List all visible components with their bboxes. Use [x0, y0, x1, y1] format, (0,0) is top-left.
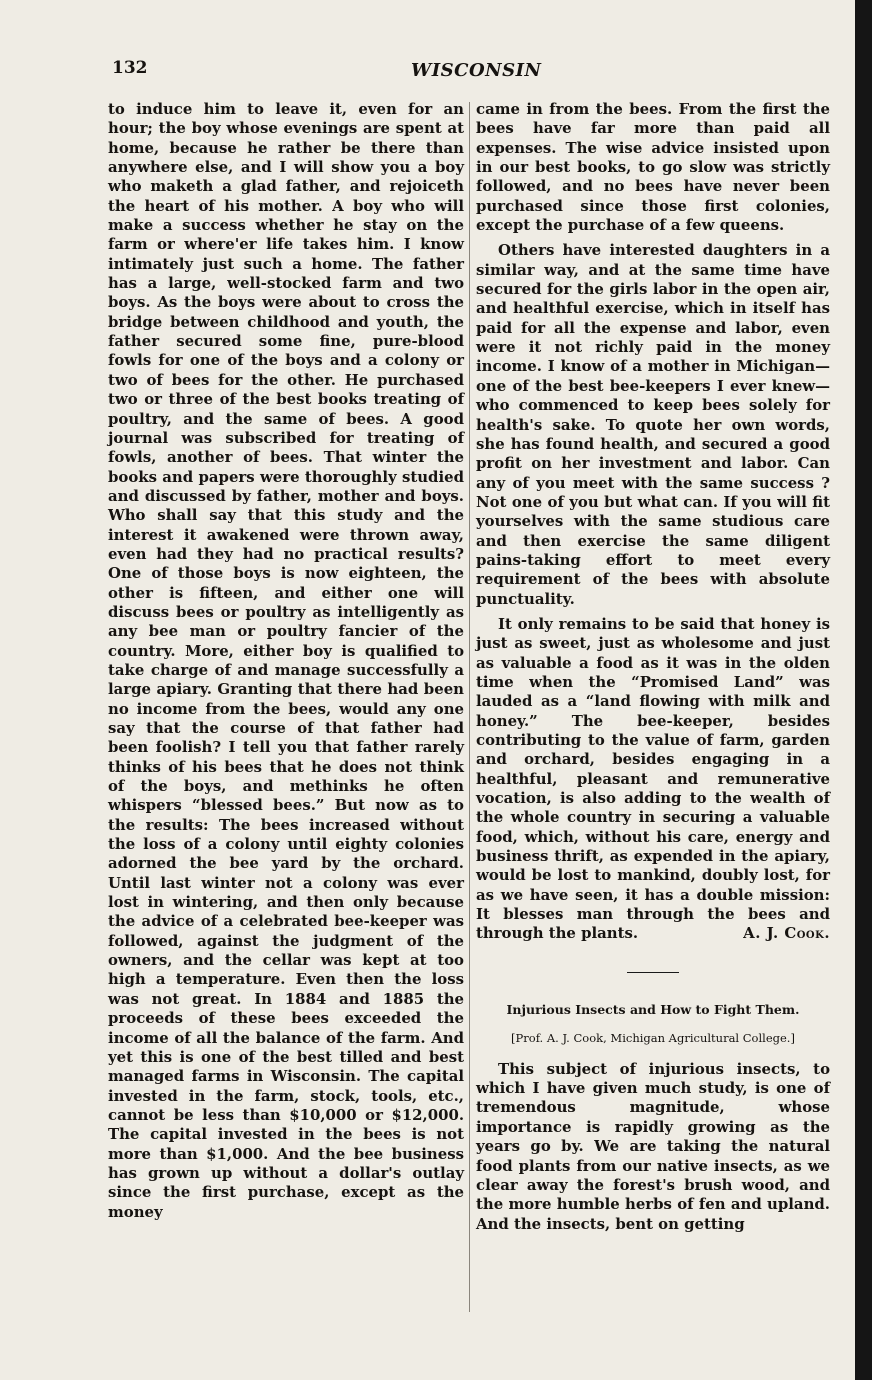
body-paragraph: This subject of injurious insects, to which I have given much study, is one of tremendous magnitude, whose importance is rapidly growing as the years go by. We are taking the natural food plants from our native insects, as we clear away the forest's brush wood, and the more humble herbs of fen and upland. And the insects, bent on getting — [476, 1059, 830, 1233]
body-paragraph: to induce him to leave it, even for an hour; the boy whose evenings are spent at home, because he rather be there than anywhere else, and I will show you a boy who maketh a glad father, and rejoiceth the heart of his mother. A boy who will make a success whether he stay on the farm or where'er life takes him. I know intimately just such a home. The father has a large, well-stocked farm and two boys. As the boys were about to cross the bridge between childhood and youth, the father secured some fine, pure-blood fowls for one of the boys and a colony or two of bees for the other. He purchased two or three of the best books treating of poultry, and the same of bees. A good journal was subscribed for treating of fowls, another of bees. That winter the books and papers were thoroughly studied and discussed by father, mother and boys. Who shall say that this study and the interest it awakened were thrown away, even had they had no practical results? One of those boys is now eighteen, the other is fifteen, and either one will discuss bees or poultry as intelligently as any bee man or poultry fancier of the country. More, either boy is qualified to take charge of and manage successfully a large apiary. Granting that there had been no income from the bees, would any one say that the course of that father had been foolish? I tell you that father rarely thinks of his bees that he does not think of the boys, and methinks he often whispers “blessed bees.” But now as to the results: The bees increased without the loss of a colony until eighty colonies adorned the bee yard by the orchard. Until last winter not a colony was ever lost in wintering, and then only because the advice of a celebrated bee-keeper was followed, against the judgment of the owners, and the cellar was kept at too high a temperature. Even then the loss was not great. In 1884 and 1885 the proceeds of these bees exceeded the income of all the balance of the farm. And yet this is one of the best tilled and best managed farms in Wisconsin. The capital invested in the farm, stock, tools, etc., cannot be less than $10,000 or $12,000. The capital invested in the bees is not more than $1,000. And the bee business has grown up without a dollar's outlay since the first purchase, except as the money — [108, 100, 464, 1221]
page-edge-shadow — [855, 0, 872, 1380]
running-head: WISCONSIN — [411, 60, 542, 81]
body-paragraph — [476, 615, 830, 944]
article-title: Injurious Insects and How to Fight Them. — [506, 1001, 800, 1017]
page-number: 132 — [112, 58, 148, 78]
body-paragraph: came in from the bees. From the first the bees have far more than paid all expenses. The wise advice insisted upon in our best books, to go slow was strictly followed, and no bees have never been purchased since those first colonies, except the purchase of a few queens. — [476, 100, 830, 235]
body-paragraph: Others have interested daughters in a similar way, and at the same time have secured for the girls labor in the open air, and healthful exercise, which in itself has paid for all the expense and labor, even were it not richly paid in the money income. I know of a mother in Michigan—one of the best bee-keepers I ever knew—who commenced to keep bees solely for health's sake. To quote her own words, she has found health, and secured a good profit on her investment and labor. Can any of you meet with the same success ? Not one of you but what can. If you will fit yourselves with the same studious care and then exercise the same diligent pains-taking effort to meet every requirement of the bees with absolute punctuality. — [476, 241, 830, 608]
right-column — [476, 100, 830, 1234]
column-divider — [469, 102, 470, 1312]
left-column — [108, 100, 464, 1222]
article-byline: [Prof. A. J. Cook, Michigan Agricultural College.] — [511, 1030, 795, 1045]
author-signature: A. J. Cook. — [743, 924, 830, 943]
section-rule — [627, 972, 679, 973]
paragraph-text: It only remains to be said that honey is just as sweet, just as wholesome and just as valuable a food as it was in the olden time when the “Promised Land” was lauded as a “land flowing with milk and honey.” The bee-keeper, besides contributing to the value of farm, garden and orchard, besides engaging in a healthful, pleasant and remunerative vocation, is also adding to the wealth of the whole country in securing a valuable food, which, without his care, energy and business thrift, as expended in the apiary, would be lost to mankind, doubly lost, for as we have seen, it has a double mission: It blesses man through the bees and through the plants. — [476, 614, 830, 943]
